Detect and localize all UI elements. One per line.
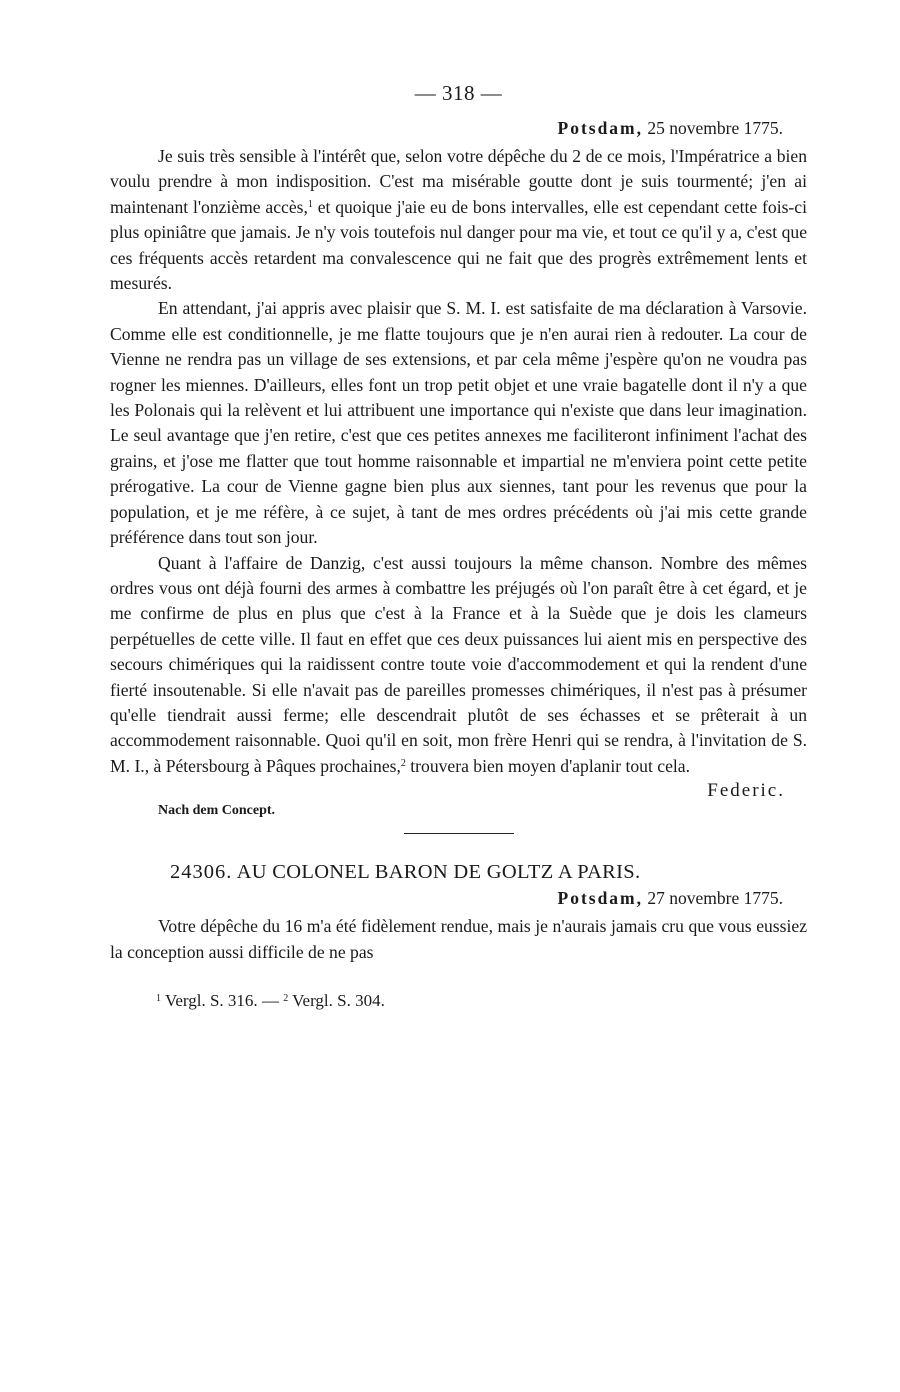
source-note: Nach dem Concept. <box>158 803 276 819</box>
paragraph-text: Je suis très sensible à l'intérêt que, selon votre dépêche du 2 de ce mois, l'Impératrice a bien voulu prendre à mon indisposition. C'est ma misérable goutte dont je suis tourmenté; j'en ai maintenant l'onzième accès, <box>110 146 807 217</box>
letter-1-paragraph <box>110 296 807 550</box>
footnote-2-text: Vergl. S. 304. <box>292 990 385 1010</box>
footnote-separator: — <box>261 990 279 1010</box>
letter-1-body <box>110 144 807 779</box>
footnote-reference: 1 <box>307 198 313 210</box>
paragraph-text: trouvera bien moyen d'aplanir tout cela. <box>405 755 690 776</box>
letter-2-paragraph: Votre dépêche du 16 m'a été fidèlement rendue, mais je n'aurais jamais cru que vous eussiez la conception aussi difficile de ne pas <box>110 916 807 962</box>
paragraph-text: et quoique j'aie eu de bons intervalles, elle est cependant cette fois-ci plus opiniâtre que jamais. Je n'y vois toutefois nul danger pour ma vie, et tout ce qu'il y a, c'est que ces fréquents accès retardent ma convalescence qui ne fait que des progrès extrêmement lents et mesurés. <box>110 196 807 294</box>
letter-title: AU COLONEL BARON DE GOLTZ A PARIS. <box>236 861 641 884</box>
document-page <box>110 80 807 1013</box>
section-divider <box>404 833 514 834</box>
letter-1-closing <box>110 779 807 825</box>
dateline-place: Potsdam, <box>557 118 644 138</box>
footnote-2-mark: 2 <box>283 992 289 1004</box>
dateline-letter-1 <box>110 116 783 144</box>
dateline-date: 25 novembre 1775. <box>647 118 783 138</box>
letter-1-paragraph <box>110 144 807 296</box>
dateline-place: Potsdam, <box>557 888 644 909</box>
paragraph-text: En attendant, j'ai appris avec plaisir que S. M. I. est satisfaite de ma déclaration à Varsovie. Comme elle est conditionnelle, je me flatte toujours que je n'en aurai rien à redouter. La cour de Vienne ne rendra pas un village de ses extensions, et par cela même j'espère qu'on ne voudra pas rogner les miennes. D'ailleurs, elles font un trop petit objet et une vraie bagatelle dont il n'y a que les Polonais qui la relèvent et lui attribuent une importance qui n'existe que dans leur imagination. Le seul avantage que j'en retire, c'est que ces petites annexes me faciliteront infiniment l'achat des grains, et j'ose me flatter que tout homme raisonnable et impartial ne m'enviera point cette petite prérogative. La cour de Vienne gagne bien plus aux siennes, tant pour les revenus que pour la population, et je me réfère, à ce sujet, à tant de mes ordres précédents où j'ai mis cette grande préférence dans tout son jour. <box>110 298 807 548</box>
letter-1-paragraph <box>110 551 807 780</box>
footnote-1-text: Vergl. S. 316. <box>164 990 258 1010</box>
page-number: — 318 — <box>414 81 503 105</box>
letter-number: 24306. <box>170 861 233 884</box>
footnote-1-mark: 1 <box>156 992 161 1004</box>
footnotes <box>110 987 807 1013</box>
footnote-reference: 2 <box>400 757 406 769</box>
dateline-date: 27 novembre 1775. <box>647 888 783 909</box>
letter-2-heading <box>110 858 807 886</box>
signature: Federic. <box>707 780 785 802</box>
paragraph-text: Quant à l'affaire de Danzig, c'est aussi toujours la même chanson. Nombre des mêmes ordres vous ont déjà fourni des armes à combattre les préjugés où l'on paraît être à cet égard, et je me confirme de plus en plus que c'est à la France et à la Suède que je dois les clameurs perpétuelles de cette ville. Il faut en effet que ces deux puissances lui aient mis en perspective des secours chimériques qui la raidissent contre toute voie d'accommodement et qui la rendent d'une fierté insoutenable. Si elle n'avait pas de pareilles promesses chimériques, il n'est pas à présumer qu'elle tiendrait aussi ferme; elle descendrait plutôt de ses échasses et se prêterait à un accommodement raisonnable. Quoi qu'il en soit, mon frère Henri qui se rendra, à l'invitation de S. M. I., à Pétersbourg à Pâques prochaines, <box>110 552 807 776</box>
dateline-letter-2 <box>110 886 783 914</box>
